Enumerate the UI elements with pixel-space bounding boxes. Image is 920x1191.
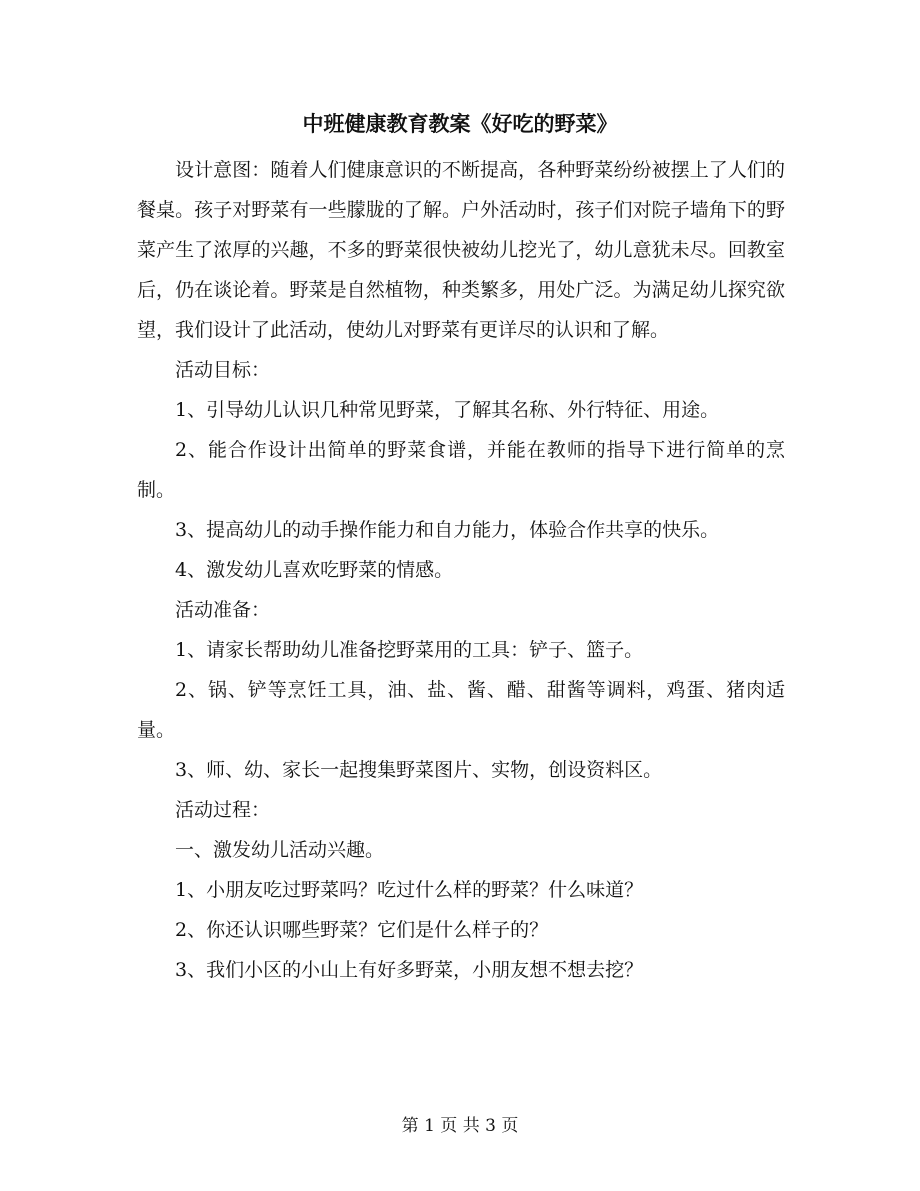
- document-body: [137, 150, 785, 990]
- heading-activity-process: 活动过程：: [175, 799, 271, 821]
- heading-activity-goals: 活动目标：: [175, 359, 271, 381]
- page-number-footer: 第 1 页 共 3 页: [401, 1116, 519, 1136]
- goal-item-2: 2、能合作设计出简单的野菜食谱，并能在教师的指导下进行简单的烹制。: [137, 439, 785, 501]
- preparation-item-2: 2、锅、铲等烹饪工具，油、盐、酱、醋、甜酱等调料，鸡蛋、猪肉适量。: [137, 679, 785, 741]
- process-item-1: 1、小朋友吃过野菜吗？吃过什么样的野菜？什么味道？: [175, 879, 644, 901]
- process-item-3: 3、我们小区的小山上有好多野菜，小朋友想不想去挖？: [175, 959, 644, 981]
- goal-item-1: 1、引导幼儿认识几种常见野菜，了解其名称、外行特征、用途。: [175, 399, 720, 421]
- goal-item-4: 4、激发幼儿喜欢吃野菜的情感。: [175, 559, 454, 581]
- document-title: 中班健康教育教案《好吃的野菜》: [302, 111, 618, 136]
- paragraph-design-intent: 设计意图：随着人们健康意识的不断提高，各种野菜纷纷被摆上了人们的餐桌。孩子对野菜有一些朦胧的了解。户外活动时，孩子们对院子墙角下的野菜产生了浓厚的兴趣，不多的野菜很快被幼儿挖光了，幼儿意犹未尽。回教室后，仍在谈论着。野菜是自然植物，种类繁多，用处广泛。为满足幼儿探究欲望，我们设计了此活动，使幼儿对野菜有更详尽的认识和了解。: [137, 159, 785, 341]
- process-section-1: 一、激发幼儿活动兴趣。: [175, 839, 385, 861]
- process-item-2: 2、你还认识哪些野菜？它们是什么样子的？: [175, 919, 549, 941]
- goal-item-3: 3、提高幼儿的动手操作能力和自力能力，体验合作共享的快乐。: [175, 519, 720, 541]
- preparation-item-1: 1、请家长帮助幼儿准备挖野菜用的工具：铲子、篮子。: [175, 639, 644, 661]
- heading-activity-preparation: 活动准备：: [175, 599, 271, 621]
- preparation-item-3: 3、师、幼、家长一起搜集野菜图片、实物，创设资料区。: [175, 759, 663, 781]
